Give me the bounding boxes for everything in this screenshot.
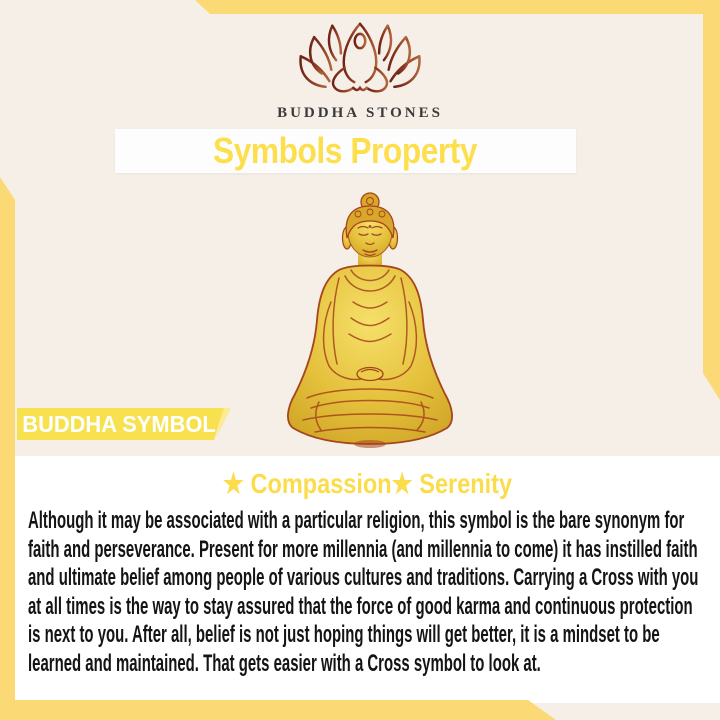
symbol-banner [17,408,231,440]
title-banner [115,129,576,173]
golden-seated-buddha-icon [277,186,463,448]
frame-left-band [0,177,15,720]
frame-bottom-band [0,700,720,720]
body-paragraph: Although it may be associated with a particular religion, this symbol is the bare synonym for faith and perseverance. Present for more millennia (and millennia to come) it has instilled faith and ultimate belief among people of various cultures and traditions. Carrying a Cross with you at all times is the way to stay assured that the force of good karma and continuous protection is next to you. After all, belief is not just hoping things will get better, it is a mindset to be learned and maintained. That gets easier with a Cross symbol to look at. [28,507,699,677]
body-paragraph-wrap [28,507,700,679]
frame-top-band [0,0,720,14]
page-title: Symbols Property [213,130,478,171]
brand-name: BUDDHA STONES [277,105,443,121]
frame-right-band [703,0,720,400]
content-section [15,456,720,703]
lotus-meditation-icon [293,20,427,106]
symbol-banner-label: BUDDHA SYMBOL [22,410,216,437]
tagline: ★ Compassion★ Serenity [222,468,513,499]
